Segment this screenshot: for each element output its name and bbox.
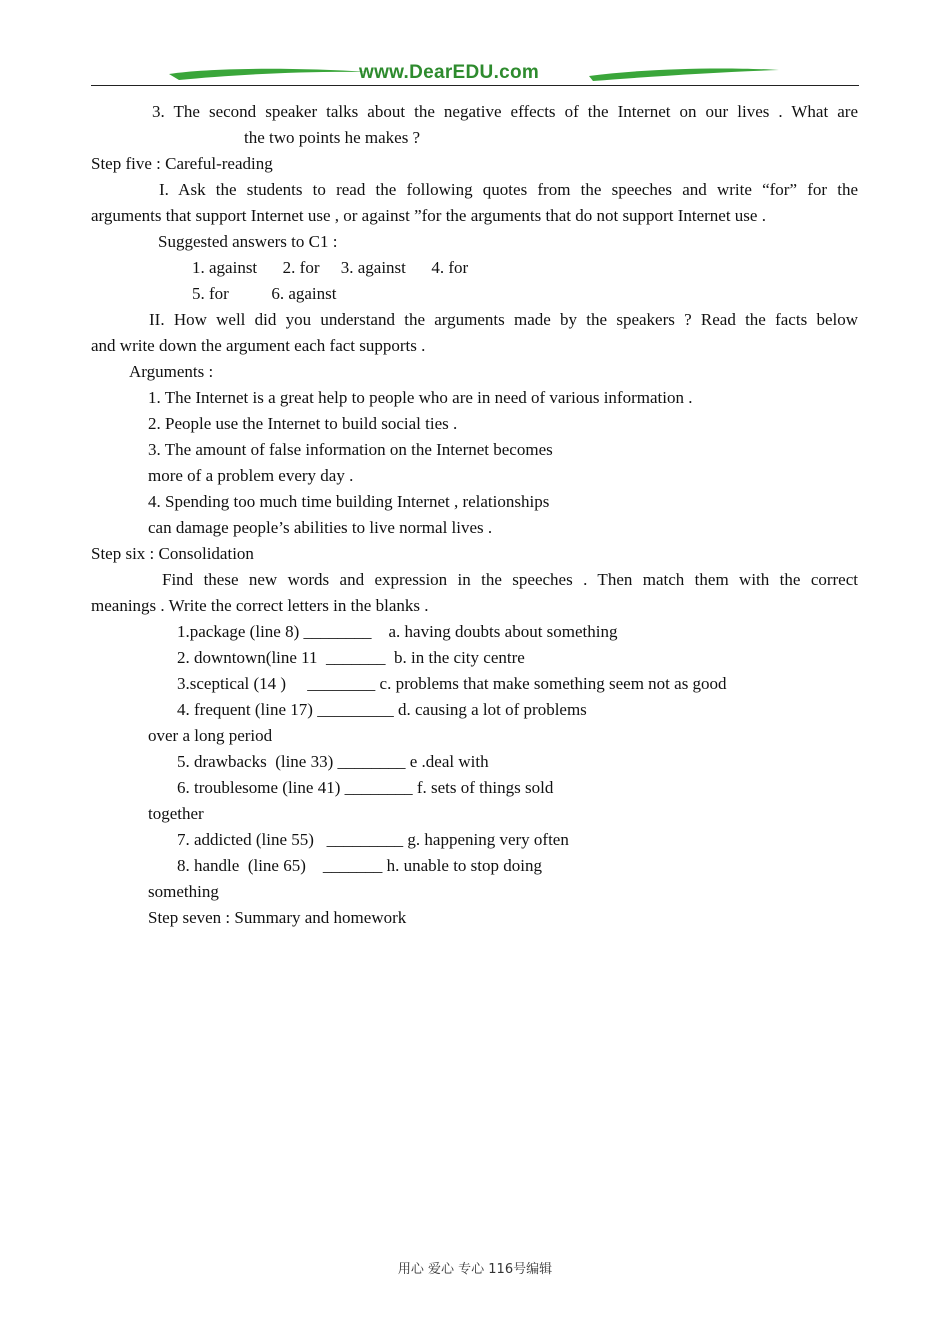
text-line: Find these new words and expression in the speeches . Then match them with the correct xyxy=(162,570,858,589)
match-item: 2. downtown(line 11 _______ b. in the city centre xyxy=(177,648,525,667)
argument-item: 1. The Internet is a great help to people who are in need of various information . xyxy=(148,388,693,407)
text-line: Suggested answers to C1 : xyxy=(158,232,338,251)
text-line: meanings . Write the correct letters in the blanks . xyxy=(91,596,429,615)
left-swoosh-icon xyxy=(169,66,369,82)
site-logo-text: www.DearEDU.com xyxy=(359,62,540,83)
match-item: 6. troublesome (line 41) ________ f. sets of things sold xyxy=(177,778,554,797)
argument-item: can damage people’s abilities to live normal lives . xyxy=(148,518,493,537)
match-item: 1.package (line 8) ________ a. having doubts about something xyxy=(177,622,618,641)
text-line: Arguments : xyxy=(129,362,214,381)
text-line: arguments that support Internet use , or against ”for the arguments that do not support Internet use . xyxy=(91,206,766,225)
right-swoosh-icon xyxy=(589,66,779,82)
match-item: something xyxy=(148,882,219,901)
argument-item: 3. The amount of false information on the Internet becomes xyxy=(148,440,553,459)
argument-item: 2. People use the Internet to build social ties . xyxy=(148,414,458,433)
document-body xyxy=(91,99,858,931)
match-item: 4. frequent (line 17) _________ d. causing a lot of problems xyxy=(177,700,587,719)
header-rule xyxy=(91,85,859,86)
match-item: 5. drawbacks (line 33) ________ e .deal with xyxy=(177,752,489,771)
page-footer: 用心 爱心 专心 116号编辑 xyxy=(397,1262,553,1277)
match-item: over a long period xyxy=(148,726,273,745)
answer-line: 1. against 2. for 3. against 4. for xyxy=(192,258,469,277)
match-item: 7. addicted (line 55) _________ g. happening very often xyxy=(177,830,569,849)
text-line: II. How well did you understand the arguments made by the speakers ? Read the facts below xyxy=(149,310,858,329)
match-item: together xyxy=(148,804,204,823)
step-heading: Step six : Consolidation xyxy=(91,544,254,563)
match-item: 3.sceptical (14 ) ________ c. problems that make something seem not as good xyxy=(177,674,727,693)
argument-item: more of a problem every day . xyxy=(148,466,354,485)
text-line: the two points he makes ? xyxy=(244,128,421,147)
text-line: I. Ask the students to read the following quotes from the speeches and write “for” for the xyxy=(159,180,858,199)
page-header xyxy=(91,60,859,90)
answer-line: 5. for 6. against xyxy=(192,284,337,303)
match-item: 8. handle (line 65) _______ h. unable to stop doing xyxy=(177,856,542,875)
argument-item: 4. Spending too much time building Internet , relationships xyxy=(148,492,550,511)
text-line: and write down the argument each fact supports . xyxy=(91,336,426,355)
step-heading: Step five : Careful-reading xyxy=(91,154,273,173)
step-heading: Step seven : Summary and homework xyxy=(148,908,407,927)
text-line: 3. The second speaker talks about the negative effects of the Internet on our lives . What are xyxy=(152,102,858,121)
